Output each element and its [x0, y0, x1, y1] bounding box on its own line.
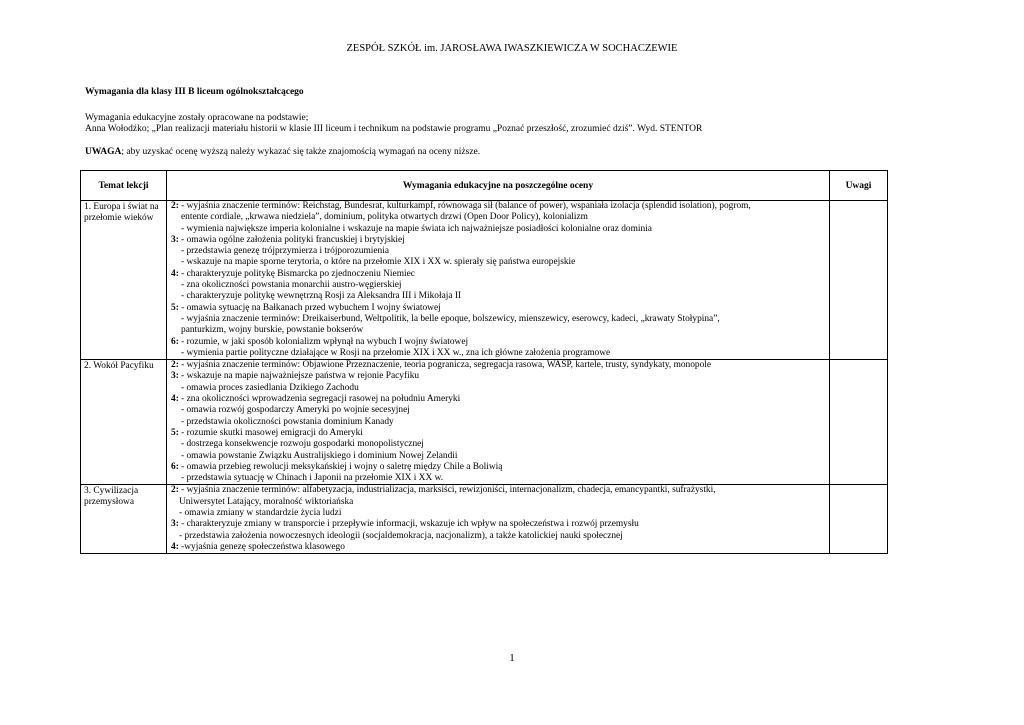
requirement-line	[171, 246, 825, 257]
requirement-text: entente cordiale, „krwawa niedziela”, dominium, polityka otwartych drzwi (Open Door Policy), kolonializm	[181, 212, 588, 223]
requirements-cell	[167, 485, 830, 554]
requirement-text: - wyjaśnia znaczenie terminów: alfabetyzacja, industrializacja, marksiści, rewizjoniści, internacjonalizm, chadecja, emancypantki, sufrażystki,	[181, 485, 716, 496]
grade-level: 5:	[171, 427, 179, 438]
table-header-row	[81, 171, 888, 201]
requirement-text: - wyjaśnia znaczenie terminów: Dreikaiserbund, Weltpolitik, la belle epoque, bolszewicy, mienszewicy, eserowcy, kadeci, „krawaty Stołypina”,	[181, 313, 720, 324]
requirements-cell	[167, 201, 830, 360]
requirement-text: - wymienia największe imperia kolonialne i wskazuje na mapie świata ich najważniejsze posiadłości kolonialne oraz dominia	[181, 223, 652, 234]
requirement-text: - omawia sytuację na Bałkanach przed wybuchem I wojny światowej	[181, 302, 441, 313]
requirement-line	[171, 497, 825, 508]
grade-level: 2:	[171, 360, 179, 371]
requirement-text: - przedstawia sytuację w Chinach i Japonii na przełomie XIX i XX w.	[181, 473, 444, 484]
requirement-line	[171, 485, 825, 496]
requirements-cell	[167, 360, 830, 485]
requirement-text: - charakteryzuje politykę wewnętrzną Rosji za Aleksandra III i Mikołaja II	[181, 291, 462, 302]
requirement-line	[171, 360, 825, 371]
requirement-line	[171, 337, 825, 348]
requirement-text: - dostrzega konsekwencje rozwoju gospodarki monopolistycznej	[181, 439, 424, 450]
requirement-text: - omawia przebieg rewolucji meksykańskiej i wojny o saletrę między Chile a Boliwią	[181, 461, 503, 472]
intro-line-1: Wymagania edukacyjne zostały opracowane na podstawie;	[85, 113, 309, 123]
note-text: ; aby uzyskać ocenę wyższą należy wykazać się także znajomością wymagań na oceny niższe.	[121, 147, 481, 157]
document-header: ZESPÓŁ SZKÓŁ im. JAROSŁAWA IWASZKIEWICZA W SOCHACZEWIE	[346, 43, 678, 54]
grade-level: 4:	[171, 394, 179, 405]
lesson-topic: 3. Cywilizacja przemysłowa	[81, 485, 167, 554]
notes-cell	[830, 201, 888, 360]
requirement-text: - wymienia partie polityczne działające w Rosji na przełomie XIX i XX w., zna ich główne założenia programowe	[181, 347, 611, 358]
grade-level: 4:	[171, 268, 179, 279]
requirement-line	[171, 212, 825, 223]
requirement-line	[171, 201, 825, 212]
grade-level: 6:	[171, 336, 179, 347]
requirement-text: - przedstawia okoliczności powstania dominium Kanady	[181, 416, 394, 427]
requirement-line	[171, 542, 825, 553]
requirement-text: - rozumie skutki masowej emigracji do Ameryki	[181, 427, 363, 438]
requirement-line	[171, 462, 825, 473]
grade-level: 5:	[171, 302, 179, 313]
requirement-text: - rozumie, w jaki sposób kolonializm wpłynął na wybuch I wojny światowej	[181, 336, 469, 347]
requirement-text: - wskazuje na mapie sporne terytoria, o które na przełomie XIX i XX w. spierały się państwa europejskie	[181, 257, 576, 268]
grade-level: 6:	[171, 461, 179, 472]
requirement-text: - omawia zmiany w standardzie życia ludzi	[179, 508, 342, 519]
requirement-line	[171, 383, 825, 394]
page-number: 1	[509, 652, 515, 664]
requirement-line	[171, 224, 825, 235]
note	[85, 147, 480, 157]
requirement-line	[171, 257, 825, 268]
header-notes: Uwagi	[830, 171, 888, 201]
requirement-line	[171, 473, 825, 484]
requirement-text: - zna okoliczności wprowadzenia segregacji rasowej na południu Ameryki	[181, 394, 461, 405]
requirement-line	[171, 405, 825, 416]
header-topic: Temat lekcji	[81, 171, 167, 201]
requirement-line	[171, 439, 825, 450]
requirement-line	[171, 348, 825, 359]
requirement-line	[171, 291, 825, 302]
requirement-line	[171, 531, 825, 542]
requirement-text: - przedstawia genezę trójprzymierza i trójporozumienia	[181, 246, 389, 257]
requirement-line	[171, 519, 825, 530]
note-label: UWAGA	[85, 147, 122, 157]
grade-level: 3:	[171, 234, 179, 245]
header-requirements: Wymagania edukacyjne na poszczególne oceny	[167, 171, 830, 201]
table-row	[81, 485, 888, 554]
requirement-line	[171, 371, 825, 382]
requirement-text: - omawia rozwój gospodarczy Ameryki po wojnie secesyjnej	[181, 405, 410, 416]
requirement-text: - wyjaśnia znaczenie terminów: Objawione Przeznaczenie, teoria pogranicza, segregacja rasowa, WASP, kartele, trusty, syndykaty, monopole	[181, 360, 712, 371]
table-row	[81, 201, 888, 360]
grade-level: 2:	[171, 485, 179, 496]
requirement-line	[171, 428, 825, 439]
intro-text	[85, 113, 702, 135]
notes-cell	[830, 485, 888, 554]
requirement-text: - wyjaśnia znaczenie terminów: Reichstag, Bundesrat, kulturkampf, równowaga sił (balance of power), wspaniała izolacja (splendid isolation), pogrom,	[181, 201, 751, 211]
requirement-line	[171, 417, 825, 428]
table-row	[81, 360, 888, 485]
requirement-text: - omawia ogólne założenia polityki francuskiej i brytyjskiej	[181, 234, 405, 245]
requirement-text: - omawia powstanie Związku Australijskiego i dominium Nowej Zelandii	[181, 450, 458, 461]
document-subtitle: Wymagania dla klasy III B liceum ogólnokształcącego	[85, 87, 304, 97]
grade-level: 3:	[171, 519, 179, 530]
requirement-line	[171, 325, 825, 336]
requirement-line	[171, 303, 825, 314]
grade-level: 3:	[171, 371, 179, 382]
requirement-line	[171, 235, 825, 246]
requirement-line	[171, 280, 825, 291]
requirement-text: - charakteryzuje zmiany w transporcie i przepływie informacji, wskazuje ich wpływ na społeczeństwa i rozwój przemysłu	[181, 519, 639, 530]
intro-line-2: Anna Wołodźko; „Plan realizacji materiału historii w klasie III liceum i technikum na podstawie programu „Poznać przeszłość, zrozumieć dziś”. Wyd. STENTOR	[85, 124, 703, 134]
grade-level: 2:	[171, 201, 179, 211]
requirement-text: - zna okoliczności powstania monarchii austro-węgierskiej	[181, 280, 402, 291]
grade-level: 4:	[171, 541, 179, 552]
requirement-line	[171, 451, 825, 462]
requirement-line	[171, 314, 825, 325]
requirement-line	[171, 508, 825, 519]
lesson-topic: 1. Europa i świat na przełomie wieków	[81, 201, 167, 360]
requirement-text: - charakteryzuje politykę Bismarcka po zjednoczeniu Niemiec	[181, 268, 415, 279]
requirement-text: - omawia proces zasiedlania Dzikiego Zachodu	[181, 382, 359, 393]
requirement-text: panturkizm, wojny burskie, powstanie bokserów	[181, 325, 364, 336]
requirement-text: - przedstawia założenia nowoczesnych ideologii (socjaldemokracja, nacjonalizm), a także katolickiej nauki społecznej	[179, 530, 623, 541]
lesson-topic: 2. Wokół Pacyfiku	[81, 360, 167, 485]
requirement-text: - wskazuje na mapie najważniejsze państwa w rejonie Pacyfiku	[181, 371, 420, 382]
requirement-line	[171, 269, 825, 280]
requirement-text: Uniwersytet Latający, moralność wiktoriańska	[179, 496, 354, 507]
requirement-text: -wyjaśnia genezę społeczeństwa klasowego	[181, 541, 345, 552]
notes-cell	[830, 360, 888, 485]
requirement-line	[171, 394, 825, 405]
requirements-table	[80, 170, 888, 554]
